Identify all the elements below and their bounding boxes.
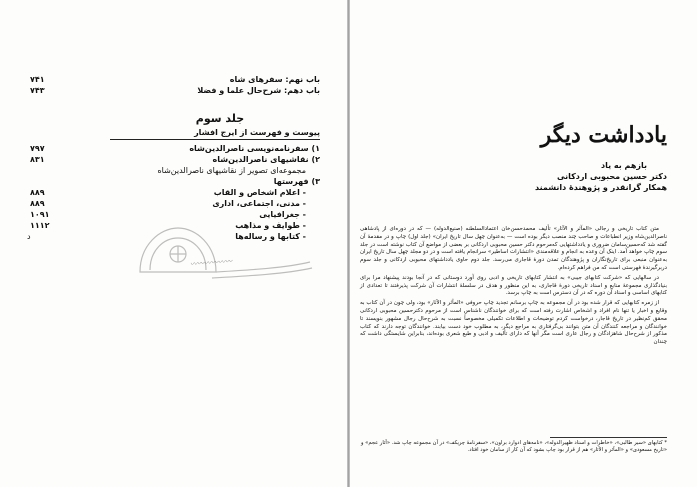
toc-row [30,176,320,187]
toc-row [30,165,320,176]
toc-page: ۱۰۹۱ [30,210,50,219]
subtitle-rule [110,139,320,140]
paragraph: متن کتاب تاریخی و رجالی «المآثر و الآثار» تألیف محمدحسن‌خان اعتمادالسلطنه (صنیع‌الدوله) — که در دوره‌ای از پادشاهی ناصرالدین‌شاه وزیر انطباعات و صاحب چند منصب دیگر بوده است — به‌عنوان چهل سال تاریخ ایران» (جلد اول) چاپ و در مقدمهٔ آن گفته شد که‌حسین‌سامان ضروری و یادداشتهایی که‌مرحوم دکتر حسین محبوبی اردکانی بر بعضی از مواضع آن کتاب نوشته است در جلد سوم چاپ خواهد آمد. اینک آن وعده به انجام و علاقه‌مندی «انتشارات اساطیر» سرانجام یافته است و در دو مجلد چهل سال تاریخ ایران به‌عنوان منبعی برای تاریخ‌نگاران و پژوهندگان تمدن دورهٔ قاجاری می‌رسد. جلد دوم حاوی یادداشتهای محبوبی اردکانی و جلد سوم دربرگیرندهٔ فهرستی است که من فراهم کرده‌ام. [360,226,667,271]
toc-title: - طوایف و مذاهب [235,221,306,230]
dedication-line: همکار گرانقدر و پژوهندهٔ دانشمند [535,183,667,192]
toc-row [30,143,320,154]
body-text [360,226,667,349]
footnote: * کتابهای «سیر طالبی»، «خاطرات و اسناد ظهیرالدوله»، «نامه‌های ادوارد براون»، «سفرنامهٔ چریکف» در آن مجموعه چاپ شد. «آثار عجم» و «تاریخ مسعودی» و «المآثر و الآثار» هم از قرار بود چاپ بشود که آن کار از سامان خود افتاد. [361,440,667,453]
toc-page: ۱۱۱۲ [30,221,50,230]
library-stamp-watermark [120,210,320,290]
stamp-script-icon: 〰〰〰〰〰〰 [189,257,233,269]
toc-title: - مدنی، اجتماعی، اداری [212,199,306,208]
toc-title: - جغرافیایی [259,210,306,219]
toc-row [30,198,320,209]
footnote-rule [550,437,667,438]
toc-row [30,187,320,198]
toc-title: باب دهم: شرح‌حال علما و فضلا [197,86,320,95]
paragraph: در سالهایی که «شرکت کتابهای جیبی» به انتشار کتابهای تاریخی و ادبی روی آورد دوستانی که در آنجا بودند پیشنهاد مرا برای بنیادگذاری مجموعهٔ منابع و اسناد تاریخی دورهٔ قاجاری، به این منظور و هدف در سلسلهٔ انتشارات آن شرکت پذیرفتند تا تعدادی از کتابهای اساسی و اسناد آن دوره که در آن دسترس است به چاپ برسد. [360,274,667,297]
toc-title: ۱) سفرنامه‌نویسی ناصرالدین‌شاه [189,144,320,153]
toc-page: ۷۴۱ [30,75,45,84]
toc-page: ۸۸۹ [30,188,45,197]
page-title: یادداشت دیگر [540,122,667,148]
dedication [535,160,667,193]
toc-page: ۸۳۱ [30,155,45,164]
dedication-line: دکتر حسین محبوبی اردکانی [556,172,667,181]
toc-row [30,85,320,96]
left-page [0,0,348,487]
toc-title: - کتابها و رساله‌ها [235,232,306,241]
toc-title: ۳) فهرستها [273,177,320,186]
toc-page: ۷۴۳ [30,86,45,95]
toc-top-list [30,74,320,96]
toc-row [30,154,320,165]
toc-title: مجموعه‌ای تصویر از نقاشیهای ناصرالدین‌شاه [157,166,306,175]
toc-page: ۷۹۷ [30,144,45,153]
toc-title: ۲) نقاشیهای ناصرالدین‌شاه [212,155,320,164]
toc-title: - اعلام اشخاص و القاب [213,188,306,197]
toc-row [30,74,320,85]
toc-page: ۸۸۹ [30,199,45,208]
volume-subtitle: پیوست و فهرست از ایرج افشار [194,128,320,137]
right-page [350,0,697,487]
dedication-line: بازهم به یاد [601,161,647,170]
margin-mark: د [27,232,31,241]
paragraph: از زمره کتابهایی که قرار شده بود در آن مجموعه به چاپ برسانم تجدید چاپ حروفی «المآثر و الآثار» بود، ولی چون در آن کتاب به وقایع و اخبار یا تنها نام افراد و اشخاص اشارت رفته است که برای خوانندگان ناشناس است از مرحوم دکترحسین محبوبی اردکانی محقق کم‌نظیر در تاریخ قاجار، درخواست کردم توضیحات و اطلاعات تکمیلی مخصوصاً نسبت به شرح‌حال رجال مشهور بنویسند تا خوانندگان و مراجعه کنندگان آن متن بتوانند بی‌گرفتاری به مراجع دیگر، به مطلوب خود دست بیابند. خوانندگان توجه دارند که کتاب مذکور از شرح‌حال شاهزادگان و رجال عاری است مگر آنها که دارای تألیف و ادبی و طبع شعری بوده‌اند، بنابراین شایستگی داشت که چندان [360,300,667,346]
toc-title: باب نهم: سفرهای شاه [229,75,320,84]
volume-title: جلد سوم [195,112,245,125]
